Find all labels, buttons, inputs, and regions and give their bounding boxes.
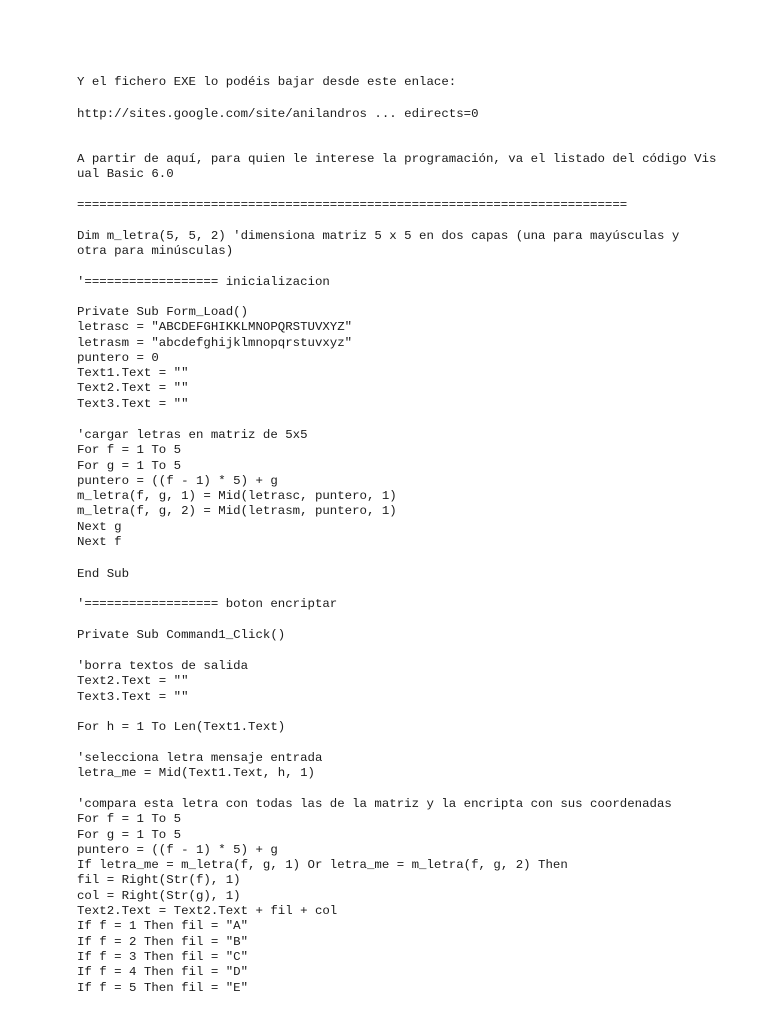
code-line: For h = 1 To Len(Text1.Text) [77,720,286,734]
code-line: 'compara esta letra con todas las de la matriz y la encripta con sus coordenadas [77,797,672,811]
code-line: fil = Right(Str(f), 1) [77,873,241,888]
code-line: If f = 4 Then fil = "D" [77,965,249,980]
code-load-matrix [77,428,747,550]
text-line: Y el fichero EXE lo podéis bajar desde este enlace: [77,75,457,89]
code-line: For f = 1 To 5 [77,812,182,827]
code-line: If f = 5 Then fil = "E" [77,980,249,995]
code-dim-declaration [77,229,747,260]
code-line: Next g [77,519,122,534]
text-line: ual Basic 6.0 [77,167,174,182]
intro-paragraph [77,75,747,90]
code-line: Dim m_letra(5, 5, 2) 'dimensiona matriz 5 x 5 en dos capas (una para mayúsculas y [77,229,680,243]
code-line: Next f [77,535,122,550]
code-line: m_letra(f, g, 1) = Mid(letrasc, puntero, 1) [77,489,397,504]
code-line: If letra_me = m_letra(f, g, 1) Or letra_me = m_letra(f, g, 2) Then [77,858,568,873]
code-line: m_letra(f, g, 2) = Mid(letrasm, puntero, 1) [77,504,397,519]
separator-line [77,198,747,213]
text-line: A partir de aquí, para quien le interese la programación, va el listado del código Vis [77,152,717,166]
code-line: otra para minúsculas) [77,244,234,259]
code-line: Text2.Text = "" [77,381,189,396]
code-command1-click [77,628,747,643]
code-line: puntero = ((f - 1) * 5) + g [77,473,278,488]
code-comment-boton-encriptar [77,597,747,612]
code-end-sub [77,567,747,582]
code-line: letrasc = "ABCDEFGHIKKLMNOPQRSTUVXYZ" [77,320,353,335]
code-line: If f = 3 Then fil = "C" [77,949,249,964]
code-line: '================== inicializacion [77,275,330,289]
code-line: If f = 2 Then fil = "B" [77,934,249,949]
code-line: Text1.Text = "" [77,366,189,381]
code-line: 'selecciona letra mensaje entrada [77,751,323,765]
code-line: letra_me = Mid(Text1.Text, h, 1) [77,766,315,781]
code-line: Private Sub Command1_Click() [77,628,286,642]
code-line: For g = 1 To 5 [77,827,182,842]
code-line: If f = 1 Then fil = "A" [77,919,249,934]
programming-intro-paragraph [77,152,747,183]
code-line: puntero = 0 [77,350,159,365]
code-line: 'borra textos de salida [77,659,249,673]
code-line: puntero = ((f - 1) * 5) + g [77,842,278,857]
code-select-letter [77,751,747,782]
code-line: Text3.Text = "" [77,396,189,411]
separator-text: ========================================================================== [77,198,628,212]
code-line: Text2.Text = "" [77,674,189,689]
code-line: For f = 1 To 5 [77,443,182,458]
link-text[interactable]: http://sites.google.com/site/anilandros ... edirects=0 [77,107,479,121]
download-link[interactable] [77,107,747,122]
code-line: Text2.Text = Text2.Text + fil + col [77,904,338,919]
code-form-load [77,305,747,412]
code-line: letrasm = "abcdefghijklmnopqrstuvxyz" [77,335,353,350]
code-clear-outputs [77,659,747,705]
code-line: Text3.Text = "" [77,689,189,704]
code-comment-inicializacion [77,275,747,290]
code-line: '================== boton encriptar [77,597,338,611]
code-line: 'cargar letras en matriz de 5x5 [77,428,308,442]
code-line: Private Sub Form_Load() [77,305,249,319]
code-for-h-loop [77,720,747,735]
code-line: End Sub [77,567,130,581]
code-compare-encrypt [77,797,747,996]
code-line: For g = 1 To 5 [77,458,182,473]
code-line: col = Right(Str(g), 1) [77,888,241,903]
